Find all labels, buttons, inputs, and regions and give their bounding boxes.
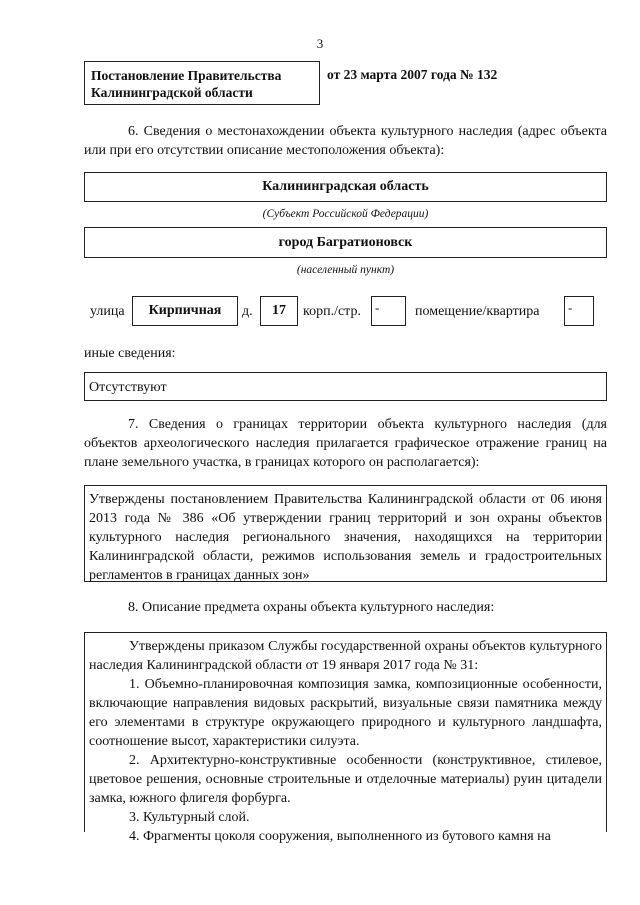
other-info-value: Отсутствуют [89,380,167,395]
building-value: - [371,296,406,326]
house-value: 17 [260,296,298,326]
apartment-value: - [564,296,594,326]
locality-caption: (населенный пункт) [296,264,395,276]
protection-item-1: 1. Объемно-планировочная композиция замка, композиционные особенности, включающие направления видовых раскрытий, визуальные связи памятника между его элементами в структуре окружающего природного и культурного ландшафта, соотношение высот, характеристики силуэта. [89,677,602,749]
building-label: корп./стр. [303,304,361,319]
region-caption: (Субъект Российской Федерации) [262,208,429,220]
apartment-label: помещение/квартира [415,304,540,319]
region-field: Калининградская область [84,172,607,202]
document-title-line2: Калининградской области [91,85,253,100]
other-info-label: иные сведения: [84,346,176,361]
protection-item-4: 4. Фрагменты цоколя сооружения, выполненного из бутового камня на [129,829,551,844]
section8-heading: 8. Описание предмета охраны объекта культурного наследия: [128,600,495,615]
protection-subject-box [84,632,607,844]
section7-heading: 7. Сведения о границах территории объекта культурного наследия (для объектов археологического наследия прилагается графическое отражение границ на плане земельного участка, в границах которого он располагается): [84,417,607,470]
document-date-number: от 23 марта 2007 года № 132 [327,67,498,82]
address-row [84,296,607,328]
boundaries-box [84,485,607,582]
protection-intro: Утверждены приказом Службы государственной охраны объектов культурного наследия Калининградской области от 19 января 2017 года № 31: [89,639,602,673]
document-title-box [84,61,320,105]
document-title-line1: Постановление Правительства [91,68,282,83]
protection-item-3: 3. Культурный слой. [129,810,250,825]
street-value: Кирпичная [132,296,238,326]
boundaries-text: Утверждены постановлением Правительства Калининградской области от 06 июня 2013 года № 386 «Об утверждении границ территорий и зон охраны объектов культурного наследия регионального значения, находящихся на территории Калининградской области, режимов использования земель и градостроительных регламентов в границах данных зон» [89,492,602,583]
section6-heading: 6. Сведения о местонахождении объекта культурного наследия (адрес объекта или при его отсутствии описание местоположения объекта): [84,124,607,158]
house-label: д. [242,304,253,319]
locality-field: город Багратионовск [84,227,607,258]
protection-item-2: 2. Архитектурно-конструктивные особенности (конструктивное, стилевое, цветовое решения, основные строительные и отделочные материалы) руин цитадели замка, южного флигеля форбурга. [89,753,602,806]
page-number: 3 [316,36,324,51]
street-label: улица [90,304,125,319]
other-info-box [84,372,607,401]
